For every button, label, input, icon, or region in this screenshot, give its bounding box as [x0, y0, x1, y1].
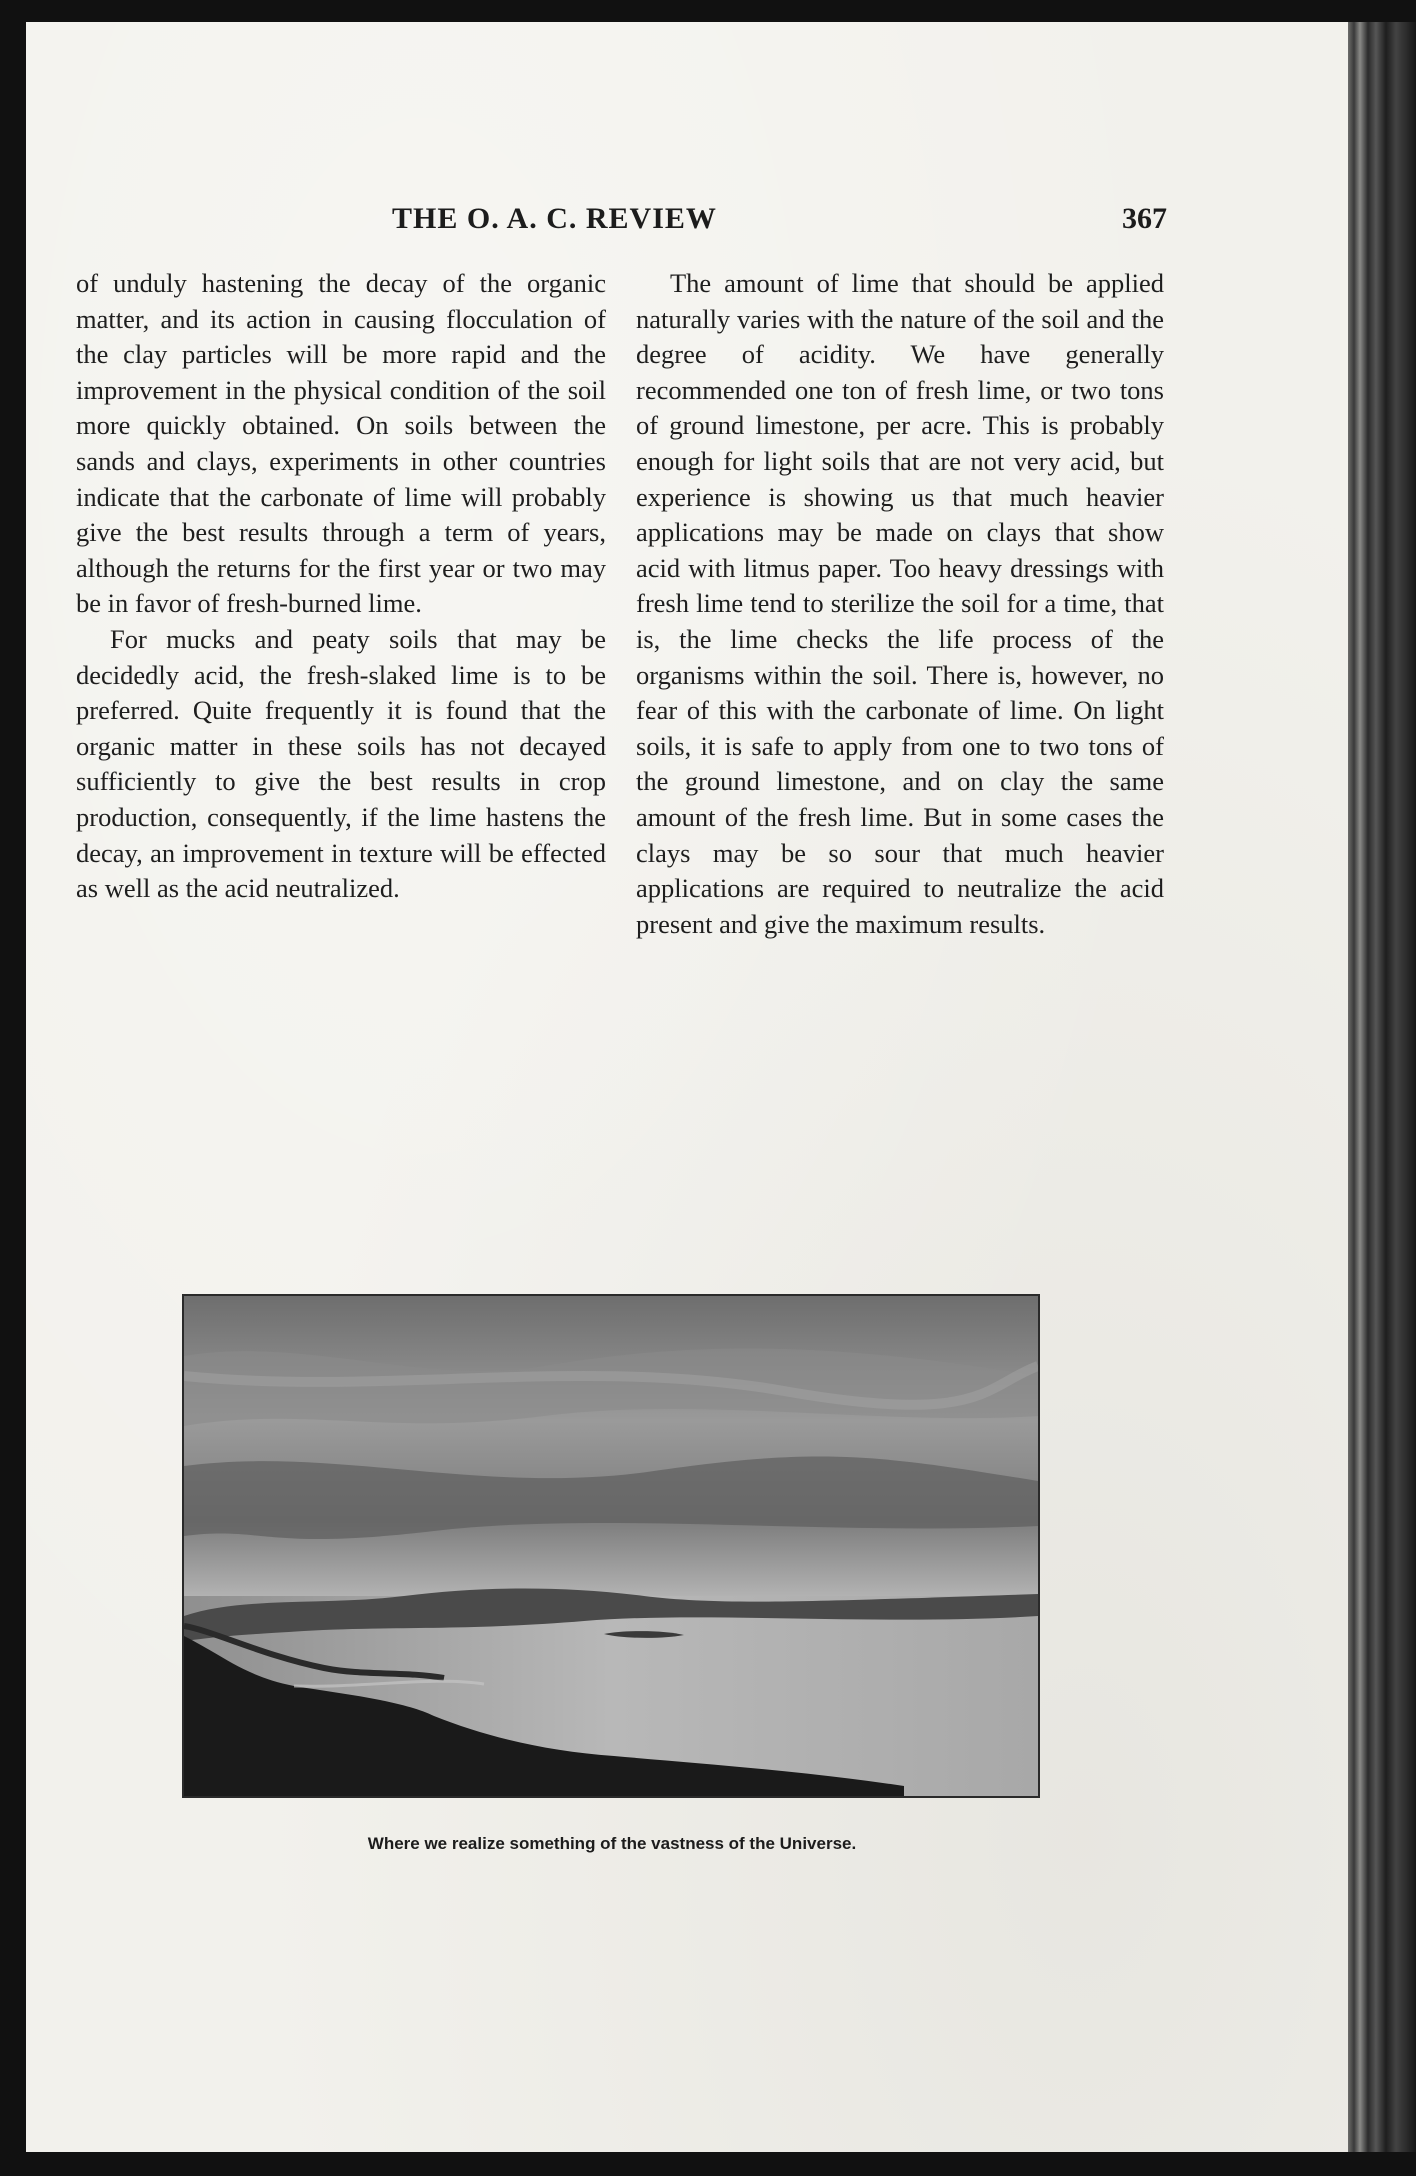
- figure-caption: Where we realize something of the vastness of the Universe.: [367, 1834, 857, 1853]
- lake-landscape-image: [184, 1296, 1038, 1796]
- paragraph: The amount of lime that should be applied naturally varies with the nature of the soil and the degree of acidity. We have generally recommended one ton of fresh lime, or two tons of ground limestone, per acre. This is probably enough for light soils that are not very acid, but experience is showing us that much heavier applications may be made on clays that show acid with litmus paper. Too heavy dressings with fresh lime tend to sterilize the soil for a time, that is, the lime checks the life process of the organisms within the soil. There is, however, no fear of this with the carbonate of lime. On light soils, it is safe to apply from one to two tons of the ground limestone, and on clay the same amount of the fresh lime. But in some cases the clays may be so sour that much heavier applications are required to neutralize the acid present and give the maximum results.: [636, 268, 1164, 939]
- page-number: 367: [1122, 202, 1167, 235]
- paragraph: For mucks and peaty soils that may be decidedly acid, the fresh-slaked lime is to be preferred. Quite frequently it is found that the organic matter in these soils has not decayed sufficiently to give the best results in crop production, consequently, if the lime hastens the decay, an improvement in texture will be effected as well as the acid neutralized.: [76, 623, 606, 904]
- right-text-column: [636, 266, 1164, 942]
- running-header: THE O. A. C. REVIEW: [392, 202, 717, 235]
- left-text-column: [76, 266, 606, 907]
- landscape-photograph: [182, 1294, 1040, 1798]
- paragraph: of unduly hastening the decay of the organic matter, and its action in causing flocculation of the clay particles will be more rapid and the improvement in the physical condition of the soil more quickly obtained. On soils between the sands and clays, experiments in other countries indicate that the carbonate of lime will probably give the best results through a term of years, although the returns for the first year or two may be in favor of fresh-burned lime.: [76, 268, 606, 619]
